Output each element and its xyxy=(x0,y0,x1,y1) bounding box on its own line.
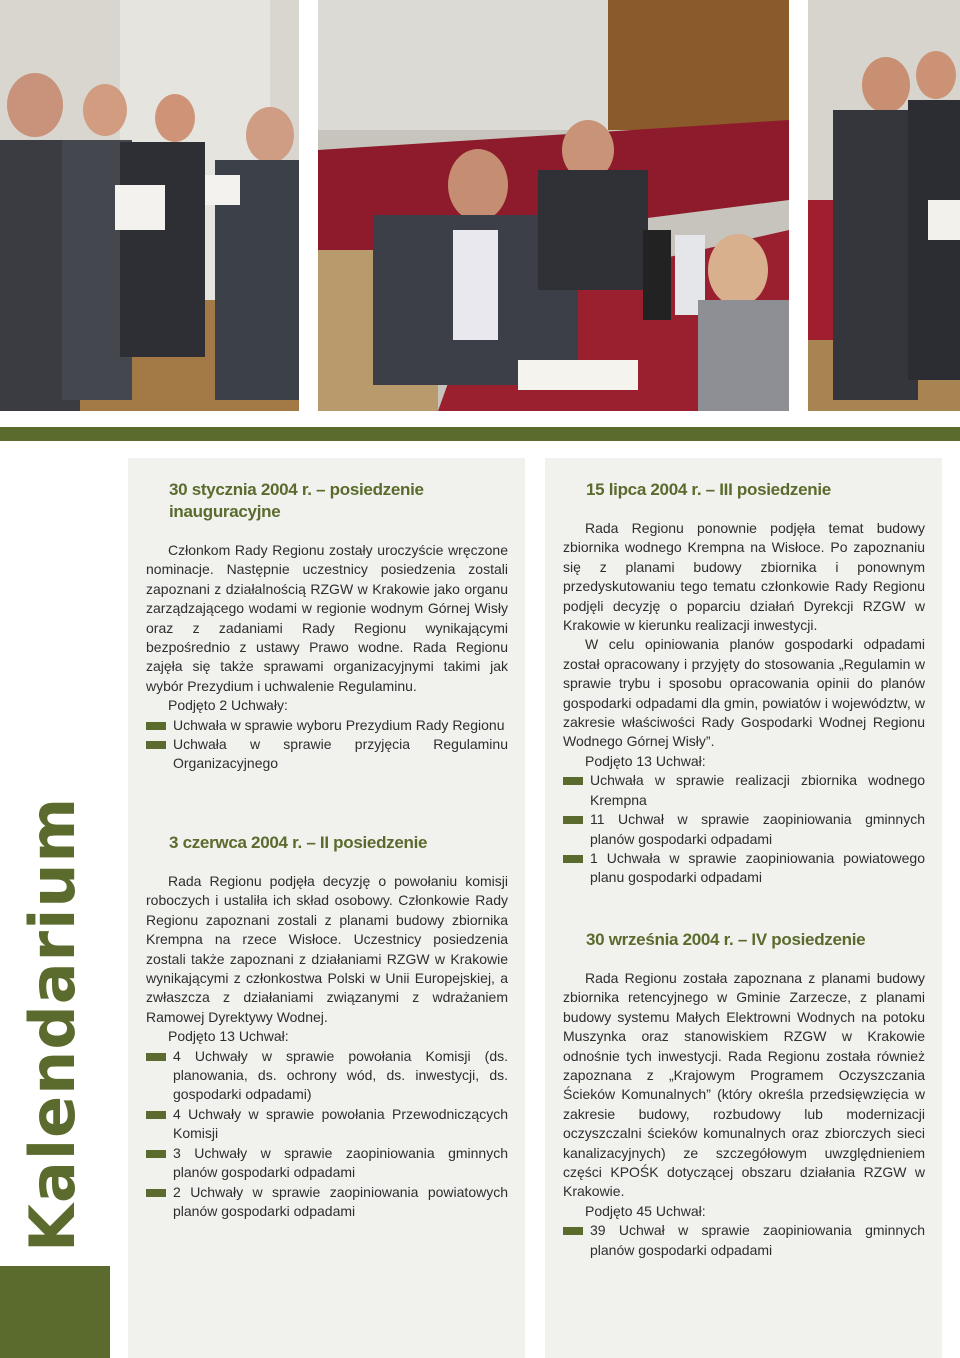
list-item: Uchwała w sprawie przyjęcia Regulaminu Organizacyjnego xyxy=(146,735,508,774)
list-item: Uchwała w sprawie wyboru Prezydium Rady Regionu xyxy=(146,716,508,735)
section-title: 30 stycznia 2004 r. – posiedzenie inauguracyjne xyxy=(169,480,424,521)
resolution-list xyxy=(146,1047,508,1222)
list-item: 1 Uchwała w sprawie zaopiniowania powiatowego planu gospodarki odpadami xyxy=(563,849,925,888)
photo-members xyxy=(808,0,960,411)
resolution-list xyxy=(146,716,508,774)
list-item: 39 Uchwał w sprawie zaopiniowania gminnych planów gospodarki odpadami xyxy=(563,1221,925,1260)
paragraph: Podjęto 45 Uchwał: xyxy=(585,1202,706,1219)
column-left xyxy=(128,458,525,1358)
section-body xyxy=(146,872,508,1221)
paragraph: Rada Regionu podjęła decyzję o powołaniu komisji roboczych i ustaliła ich skład osobowy. Członkowie Rady Regionu zapoznani zostali z planami budowy zbiornika Krempna na rzece Wisłoce. Uczestnicy posiedzenia zostali także zapoznani z działaniami RZGW w Krakowie wynikającymi z członkostwa Polski w Unii Europejskiej, a zwłaszcza z działaniami związanymi z wdrażaniem Ramowej Dyrektywy Wodnej. xyxy=(146,873,508,1025)
list-item: 3 Uchwały w sprawie zaopiniowania gminnych planów gospodarki odpadami xyxy=(146,1144,508,1183)
section-body xyxy=(563,519,925,888)
paragraph: Członkom Rady Regionu zostały uroczyście wręczone nominacje. Następnie uczestnicy posiedzenia zostali zapoznani z działalnością RZGW w Krakowie jako organu zarządzającego wodami w regionie wodnym Górnej Wisły oraz z zadaniami Rady Regionu wynikającymi bezpośrednio z ustawy Prawo wodne. Rada Regionu zajęła się także sprawami organizacyjnymi takimi jak wybór Prezydium i uchwalenie Regulaminu. xyxy=(146,542,508,694)
sidebar-title: Kalendarium xyxy=(16,796,89,1252)
section-title: 15 lipca 2004 r. – III posiedzenie xyxy=(586,480,831,499)
resolution-list xyxy=(563,1221,925,1260)
paragraph: Podjęto 13 Uchwał: xyxy=(585,752,706,769)
list-item: 2 Uchwały w sprawie zaopiniowania powiatowych planów gospodarki odpadami xyxy=(146,1183,508,1222)
list-item: 11 Uchwał w sprawie zaopiniowania gminnych planów gospodarki odpadami xyxy=(563,810,925,849)
photo-meeting-room xyxy=(318,0,789,411)
paragraph: Podjęto 2 Uchwały: xyxy=(168,697,288,714)
section-title: 30 września 2004 r. – IV posiedzenie xyxy=(586,930,866,949)
resolution-list xyxy=(563,771,925,887)
section-title: 3 czerwca 2004 r. – II posiedzenie xyxy=(169,833,428,852)
corner-block xyxy=(0,1266,110,1358)
divider-band xyxy=(0,427,960,441)
paragraph: W celu opiniowania planów gospodarki odpadami został opracowany i przyjęty do stosowania „Regulamin w sprawie trybu i sposobu opracowania opinii do planów gospodarki odpadami dla gmin, powiatów i województw, w zakresie właściwości Rady Gospodarki Wodnej Regionu Wodnego Górnej Wisły”. xyxy=(563,636,925,750)
list-item: Uchwała w sprawie realizacji zbiornika wodnego Krempna xyxy=(563,771,925,810)
list-item: 4 Uchwały w sprawie powołania Komisji (ds. planowania, ds. ochrony wód, ds. inwestycji, ds. gospodarki odpadami) xyxy=(146,1047,508,1105)
list-item: 4 Uchwały w sprawie powołania Przewodniczących Komisji xyxy=(146,1105,508,1144)
section-session-4 xyxy=(563,929,925,1260)
section-body xyxy=(146,541,508,774)
photo-nominations xyxy=(0,0,299,411)
paragraph: Rada Regionu ponownie podjęła temat budowy zbiornika wodnego Krempna na Wisłoce. Po zapoznaniu się z planami budowy zbiornika i ponownym przedyskutowaniu tego tematu członkowie Rady Regionu podjęli decyzję o poparciu działań Dyrekcji RZGW w Krakowie w kierunku realizacji inwestycji. xyxy=(563,520,925,634)
section-session-3 xyxy=(563,479,925,888)
column-right xyxy=(545,458,942,1358)
paragraph: Rada Regionu została zapoznana z planami budowy zbiornika retencyjnego w Gminie Zarzecze, z planami budowy systemu Małych Elektrowni Wodnych na potoku Muszynka oraz stanowiskiem RZGW w Krakowie odnośnie tych inwestycji. Rada Regionu została również zapoznana z „Krajowym Programem Oczyszczania Ścieków Komunalnych” (który określa przedsięwzięcia w zakresie budowy, rozbudowy lub modernizacji oczyszczalni ścieków komunalnych oraz zbiorczych sieci kanalizacyjnych) ze szczegółowym uwzględnieniem części KPOŚK dotyczącej obszaru działania RZGW w Krakowie. xyxy=(563,970,925,1200)
section-session-1 xyxy=(146,479,508,774)
section-body xyxy=(563,969,925,1260)
section-session-2 xyxy=(146,832,508,1221)
paragraph: Podjęto 13 Uchwał: xyxy=(168,1028,289,1045)
